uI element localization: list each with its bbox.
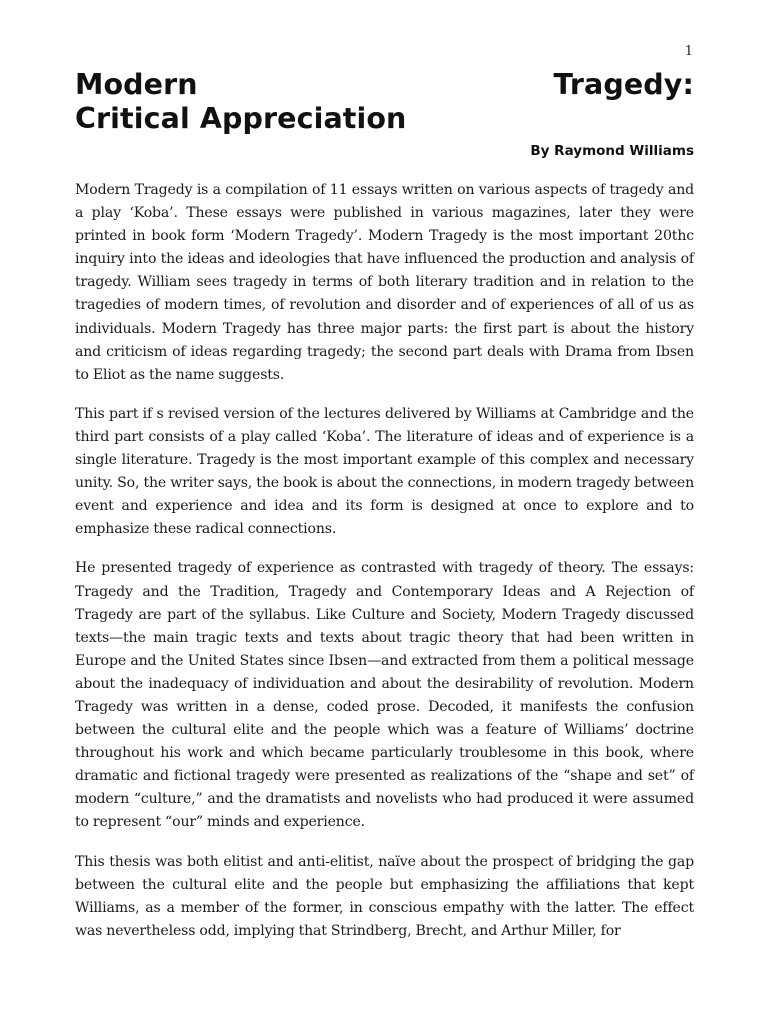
- paragraph-3: He presented tragedy of experience as contrasted with tragedy of theory. The essays: Tragedy and the Tradition, Tragedy and Contemporary Ideas and A Rejection of Tragedy are part of the syllabus. Like Culture and Society, Modern Tragedy discussed texts—the main tragic texts and texts about tragic theory that had been written in Europe and the United States since Ibsen—and extracted from them a political message about the inadequacy of individuation and about the desirability of revolution. Modern Tragedy was written in a dense, coded prose. Decoded, it manifests the confusion between the cultural elite and the people which was a feature of Williams’ doctrine throughout his work and which became particularly troublesome in this book, where dramatic and fictional tragedy were presented as realizations of the “shape and set” of modern “culture,” and the dramatists and novelists who had produced it were assumed to represent “our” minds and experience.: [75, 560, 694, 831]
- paragraph-1: Modern Tragedy is a compilation of 11 essays written on various aspects of tragedy and a play ‘Koba’. These essays were published in various magazines, later they were printed in book form ‘Modern Tragedy’. Modern Tragedy is the most important 20thc inquiry into the ideas and ideologies that have influenced the production and analysis of tragedy. William sees tragedy in terms of both literary tradition and in relation to the tragedies of modern times, of revolution and disorder and of experiences of all of us as individuals. Modern Tragedy has three major parts: the first part is about the history and criticism of ideas regarding tragedy; the second part deals with Drama from Ibsen to Eliot as the name suggests.: [75, 182, 694, 383]
- title-word-tragedy: Tragedy:: [553, 68, 694, 101]
- document-title: [75, 68, 694, 136]
- paragraph-2: This part if s revised version of the lectures delivered by Williams at Cambridge and the third part consists of a play called ‘Koba’. The literature of ideas and of experience is a single literature. Tragedy is the most important example of this complex and necessary unity. So, the writer says, the book is about the connections, in modern tragedy between event and experience and idea and its form is designed at once to explore and to emphasize these radical connections.: [75, 405, 694, 538]
- title-line-2: Critical Appreciation: [75, 102, 407, 135]
- title-line-1: [75, 68, 694, 102]
- page-number: 1: [684, 44, 693, 59]
- title-word-modern: Modern: [75, 68, 198, 101]
- author-byline: By Raymond Williams: [530, 143, 694, 159]
- paragraph-4: This thesis was both elitist and anti-elitist, naïve about the prospect of bridging the gap between the cultural elite and the people but emphasizing the affiliations that kept Williams, as a member of the former, in conscious empathy with the latter. The effect was nevertheless odd, implying that Strindberg, Brecht, and Arthur Miller, for: [75, 853, 694, 939]
- body-text: [75, 179, 694, 959]
